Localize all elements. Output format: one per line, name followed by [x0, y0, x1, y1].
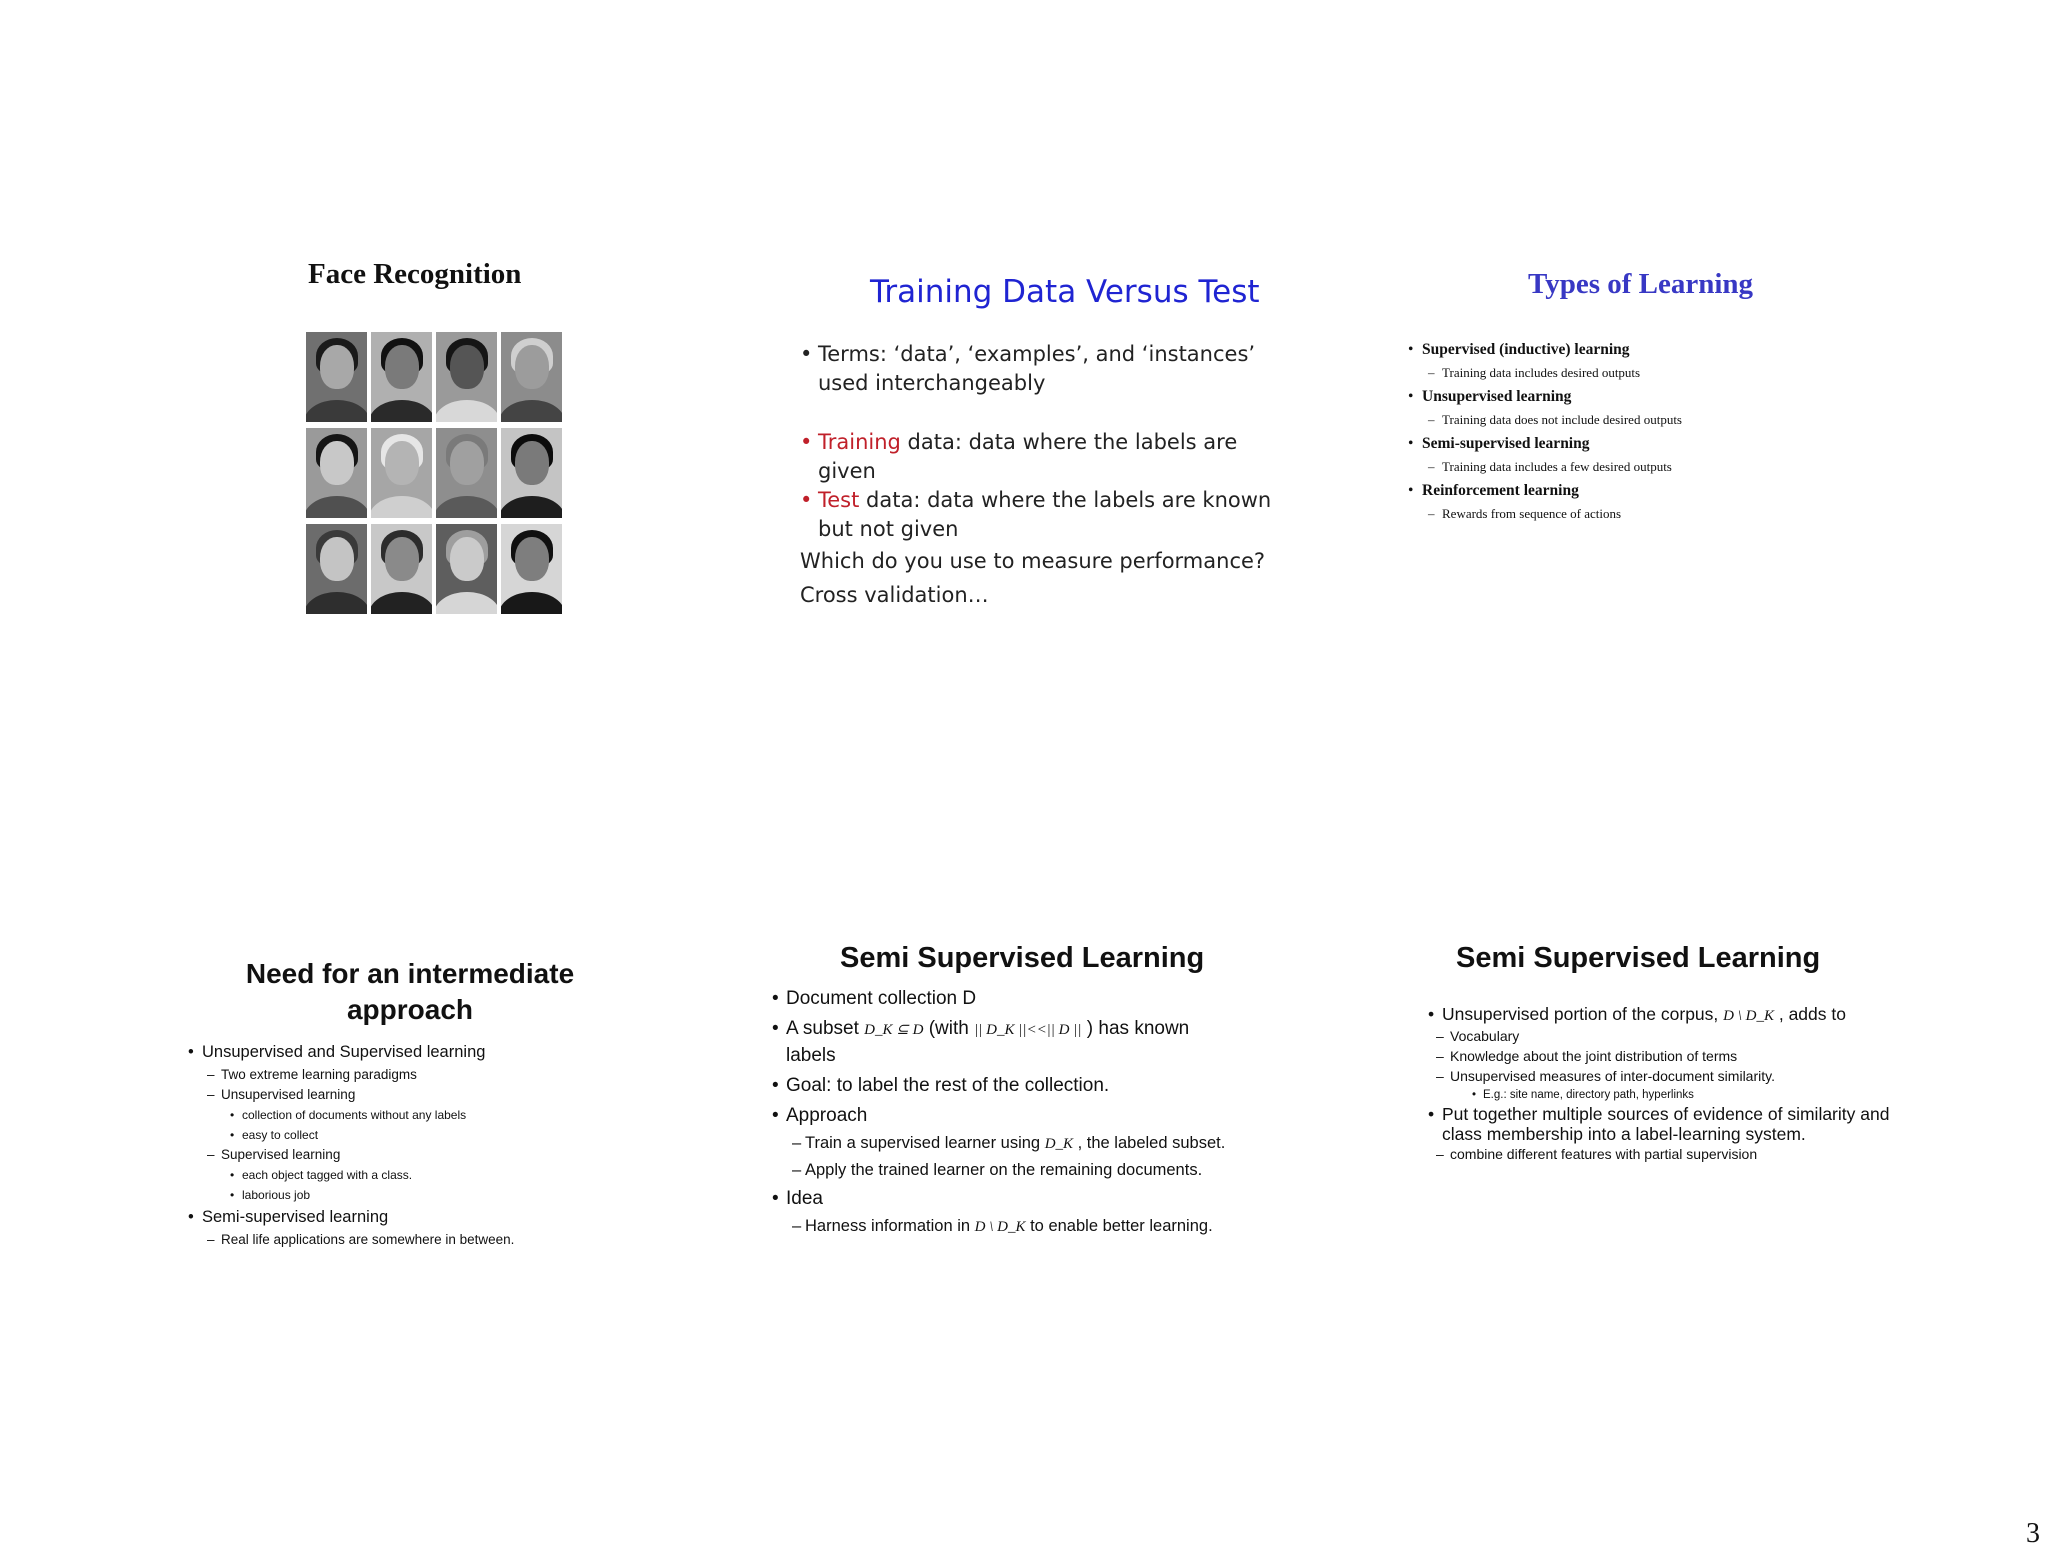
face-photo: [436, 524, 497, 614]
face-head: [515, 441, 549, 485]
bullet-level2: – Apply the trained learner on the remaining documents.: [772, 1160, 1232, 1181]
bullet-level2: – Unsupervised measures of inter-document similarity.: [1428, 1066, 1898, 1086]
learning-type-description: – Training data does not include desired outputs: [1408, 408, 1682, 432]
slide-body-semi-supervised-2: [1428, 1004, 1898, 1164]
page-number: 3: [2026, 1518, 2040, 1549]
bullet-level2: – Knowledge about the joint distribution of terms: [1428, 1046, 1898, 1066]
bullet-level1: • Goal: to label the rest of the collection.: [772, 1073, 1232, 1099]
bullet-level1: • Document collection D: [772, 986, 1232, 1012]
bullet-level3: • collection of documents without any labels: [188, 1105, 514, 1125]
bullet-level2: [772, 1216, 1232, 1238]
bullet-level1: [1428, 1004, 1898, 1026]
corpus-text-post: , adds to: [1773, 1004, 1846, 1024]
subset-text-post: ) has known labels: [786, 1018, 1190, 1066]
slide-title-training-vs-test: Training Data Versus Test: [870, 274, 1260, 310]
face-shoulders: [436, 592, 497, 614]
face-photo: [501, 524, 562, 614]
face-head: [450, 345, 484, 389]
face-shoulders: [436, 496, 497, 518]
bullet-level1: • Put together multiple sources of evidence of similarity and class membership into a label-learning system.: [1428, 1104, 1898, 1144]
bullet-level3: • each object tagged with a class.: [188, 1165, 514, 1185]
bullet-terms: [800, 340, 1290, 398]
harness-text-post: to enable better learning.: [1025, 1217, 1213, 1235]
face-head: [385, 345, 419, 389]
learning-type-description: – Rewards from sequence of actions: [1408, 502, 1682, 526]
math-subset-expression: D_K ⊆ D: [864, 1022, 924, 1038]
bullet-level2: – Supervised learning: [188, 1145, 514, 1165]
face-shoulders: [306, 592, 367, 614]
face-photo: [306, 332, 367, 422]
face-photo: [371, 524, 432, 614]
face-shoulders: [501, 496, 562, 518]
bullet-level2: [772, 1133, 1232, 1155]
face-photo: [436, 332, 497, 422]
face-image-grid: [306, 332, 562, 614]
bullet-level2: – Vocabulary: [1428, 1026, 1898, 1046]
face-shoulders: [306, 400, 367, 422]
bullet-level3: • easy to collect: [188, 1125, 514, 1145]
face-head: [320, 441, 354, 485]
slide-body-semi-supervised-1: [772, 986, 1232, 1243]
bullet-training: [800, 428, 1290, 486]
bullet-level2: – Two extreme learning paradigms: [188, 1065, 514, 1085]
bullet-level1: • Idea: [772, 1186, 1232, 1212]
slide-title-semi-supervised-1: Semi Supervised Learning: [840, 942, 1205, 974]
training-keyword: Training: [818, 430, 901, 454]
math-dk: D_K: [1044, 1136, 1074, 1152]
test-definition: data: data where the labels are known but not given: [818, 488, 1272, 541]
slide-body-intermediate-approach: [188, 1040, 514, 1250]
bullet-terms-text: Terms: ‘data’, ‘examples’, and ‘instances’ used interchangeably: [818, 342, 1256, 395]
harness-text-pre: Harness information in: [805, 1217, 975, 1235]
bullet-level1: • Unsupervised and Supervised learning: [188, 1040, 514, 1065]
face-head: [320, 537, 354, 581]
face-head: [450, 441, 484, 485]
learning-type-heading: • Reinforcement learning: [1408, 479, 1682, 502]
face-shoulders: [501, 592, 562, 614]
face-photo: [436, 428, 497, 518]
bullet-level2: – Real life applications are somewhere in between.: [188, 1230, 514, 1250]
face-head: [385, 441, 419, 485]
face-shoulders: [371, 592, 432, 614]
face-photo: [501, 332, 562, 422]
bullet-level3: • laborious job: [188, 1185, 514, 1205]
face-head: [385, 537, 419, 581]
learning-type-heading: • Supervised (inductive) learning: [1408, 338, 1682, 361]
learning-type-description: – Training data includes desired outputs: [1408, 361, 1682, 385]
math-size-comparison: || D_K ||<<|| D ||: [974, 1022, 1082, 1038]
learning-type-heading: • Semi-supervised learning: [1408, 432, 1682, 455]
face-shoulders: [371, 496, 432, 518]
math-d-minus-dk: D \ D_K: [1723, 1008, 1774, 1024]
train-text-post: , the labeled subset.: [1073, 1134, 1226, 1152]
face-head: [450, 537, 484, 581]
slide-title-intermediate-approach: Need for an intermediate approach: [245, 958, 575, 1025]
bullet-level1: • Semi-supervised learning: [188, 1205, 514, 1230]
training-definition: data: data where the labels are given: [818, 430, 1238, 483]
face-photo: [371, 428, 432, 518]
bullet-level2: – combine different features with partial supervision: [1428, 1144, 1898, 1164]
learning-type-heading: • Unsupervised learning: [1408, 385, 1682, 408]
bullet-level3: • E.g.: site name, directory path, hyperlinks: [1428, 1086, 1898, 1104]
slide-title-types-of-learning: Types of Learning: [1528, 268, 1754, 300]
slide-body-types-of-learning: [1408, 338, 1682, 526]
face-shoulders: [306, 496, 367, 518]
bullet-level1: • Approach: [772, 1103, 1232, 1129]
face-shoulders: [436, 400, 497, 422]
learning-type-description: – Training data includes a few desired outputs: [1408, 455, 1682, 479]
cross-validation-line: Cross validation…: [800, 583, 989, 607]
bullet-level2: – Unsupervised learning: [188, 1085, 514, 1105]
test-keyword: Test: [818, 488, 860, 512]
subset-text-pre: A subset: [786, 1018, 865, 1039]
face-head: [515, 537, 549, 581]
face-shoulders: [501, 400, 562, 422]
train-text-pre: Train a supervised learner using: [805, 1134, 1045, 1152]
slide-title-semi-supervised-2: Semi Supervised Learning: [1456, 942, 1821, 974]
bullet-level1-subset: [772, 1016, 1232, 1069]
corpus-text-pre: Unsupervised portion of the corpus,: [1442, 1004, 1724, 1024]
face-photo: [371, 332, 432, 422]
question-line: Which do you use to measure performance?: [800, 549, 1266, 573]
slide-title-face-recognition: Face Recognition: [308, 258, 522, 290]
bullet-test: [800, 486, 1290, 544]
face-head: [320, 345, 354, 389]
face-head: [515, 345, 549, 389]
math-d-minus-dk: D \ D_K: [974, 1219, 1026, 1235]
subset-text-mid: (with: [923, 1018, 975, 1039]
face-photo: [501, 428, 562, 518]
face-shoulders: [371, 400, 432, 422]
slide-body-training-vs-test: [800, 340, 1290, 610]
face-photo: [306, 428, 367, 518]
face-photo: [306, 524, 367, 614]
